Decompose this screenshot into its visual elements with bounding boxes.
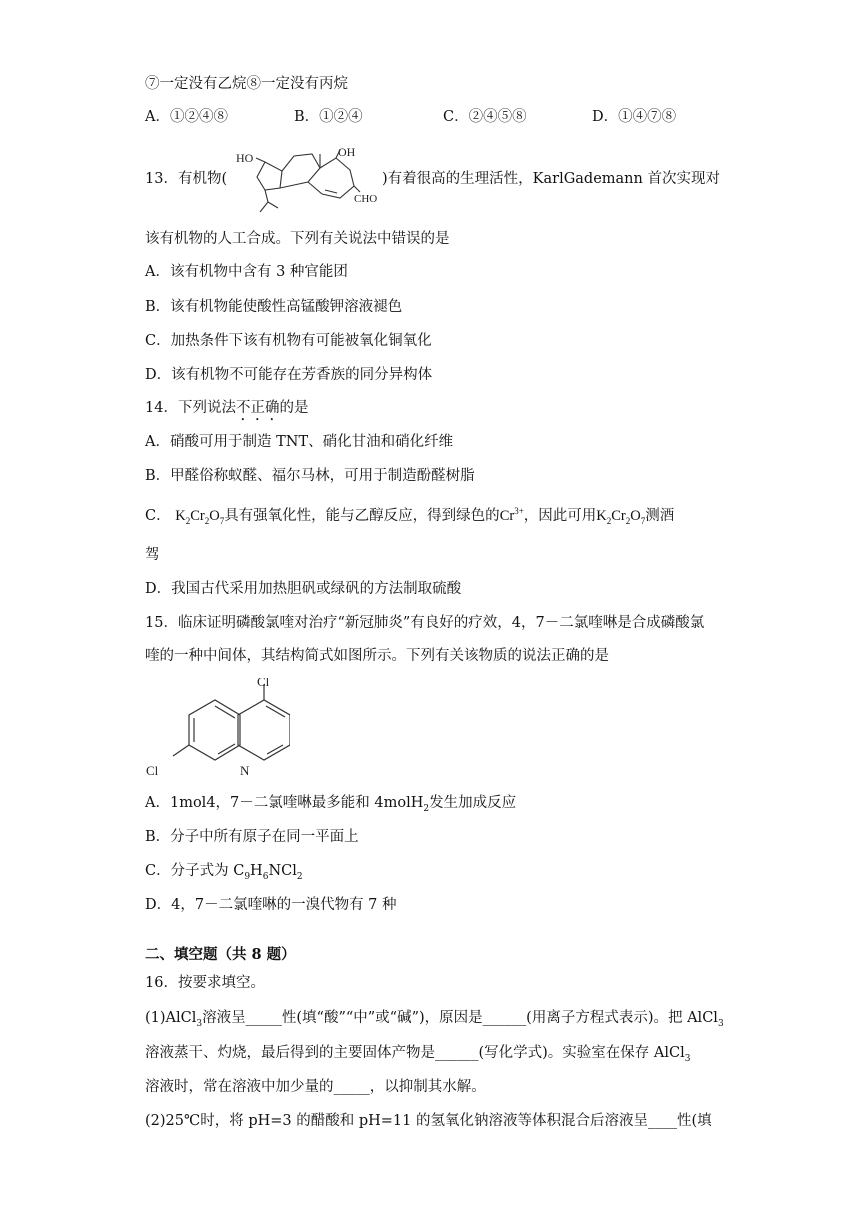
q15-option-d: D．4，7－二氯喹啉的一溴代物有 7 种 bbox=[145, 897, 397, 913]
q14-option-c-end: 测酒 bbox=[645, 508, 675, 524]
q16-part1-line3: 溶液时，常在溶液中加少量的_____，以抑制其水解。 bbox=[145, 1079, 486, 1095]
q14-option-c-mid1: 具有强氧化性，能与乙醇反应，得到绿色的 bbox=[224, 508, 500, 524]
q15-structure-image bbox=[140, 678, 290, 778]
q13-structure-image bbox=[232, 144, 382, 216]
q14-option-c-label: C． bbox=[145, 508, 171, 524]
q16-part1-line1: (1)AlCl$_3$溶液呈_____性(填“酸”“中”或“碱”)，原因是______(用离子方程式表示)。把 AlCl$_3$ bbox=[145, 1010, 724, 1029]
q14-stem-b: 的是 bbox=[279, 400, 309, 416]
q12-option-c: C．②④⑤⑧ bbox=[443, 109, 527, 125]
q13-option-d: D．该有机物不可能存在芳香族的同分异构体 bbox=[145, 367, 433, 383]
q14-option-c-mid2: ，因此可用 bbox=[523, 508, 597, 524]
q13-option-b: B．该有机物能使酸性高锰酸钾溶液褪色 bbox=[145, 299, 403, 315]
q15-stem-line2: 喹的一种中间体，其结构简式如图所示。下列有关该物质的说法正确的是 bbox=[145, 648, 609, 664]
q14-formula-1: $K_2Cr_2O_7$ bbox=[175, 508, 225, 526]
q14-stem bbox=[145, 398, 308, 424]
q14-stem-emphasis: 不正确 bbox=[235, 400, 280, 416]
q16-part2-line1: (2)25℃时，将 pH=3 的醋酸和 pH=11 的氢氧化钠溶液等体积混合后溶液呈____性(填 bbox=[145, 1113, 712, 1129]
q15-option-a: A．1mol4，7－二氯喹啉最多能和 4molH$_2$发生加成反应 bbox=[145, 795, 517, 814]
q14-formula-2: $K_2Cr_2O_7$ bbox=[596, 508, 646, 526]
q14-stem-a: 14．下列说法 bbox=[145, 400, 236, 416]
q14-option-c bbox=[145, 506, 674, 526]
q13-oh-label: OH bbox=[338, 145, 356, 159]
q12-option-a: A．①②④⑧ bbox=[145, 109, 228, 125]
q13-option-c: C．加热条件下该有机物有可能被氧化铜氧化 bbox=[145, 333, 432, 349]
q15-option-c: C．分子式为 $C_9H_6NCl_2$ bbox=[145, 863, 303, 882]
q14-option-a: A．硝酸可用于制造 TNT、硝化甘油和硝化纤维 bbox=[145, 434, 454, 450]
q13-option-a: A．该有机物中含有 3 种官能团 bbox=[145, 264, 348, 280]
q13-stem-prefix: 13．有机物( bbox=[145, 171, 228, 187]
q15-option-b: B．分子中所有原子在同一平面上 bbox=[145, 829, 359, 845]
q13-cho-label: CHO bbox=[354, 193, 378, 205]
q14-option-b: B．甲醛俗称蚁醛、福尔马林，可用于制造酚醛树脂 bbox=[145, 468, 475, 484]
q15-cl-top-label: Cl bbox=[257, 678, 270, 689]
q16-part1-line2: 溶液蒸干、灼烧，最后得到的主要固体产物是______(写化学式)。实验室在保存 AlCl$_3$ bbox=[145, 1045, 691, 1064]
q14-formula-cr-ion: $Cr^{3+}$ bbox=[499, 506, 524, 524]
q12-statement-tail: ⑦一定没有乙烷⑧一定没有丙烷 bbox=[145, 76, 348, 92]
q14-option-d: D．我国古代采用加热胆矾或绿矾的方法制取硫酸 bbox=[145, 581, 462, 597]
q13-stem-line2: 该有机物的人工合成。下列有关说法中错误的是 bbox=[145, 231, 450, 247]
q15-stem-line1: 15．临床证明磷酸氯喹对治疗“新冠肺炎”有良好的疗效，4，7－二氯喹啉是合成磷酸氯 bbox=[145, 615, 705, 631]
q14-option-c-continued: 驾 bbox=[145, 547, 160, 563]
q15-cl-left-label: Cl bbox=[146, 763, 159, 778]
q12-option-b: B．①②④ bbox=[294, 109, 363, 125]
q15-n-label: N bbox=[240, 763, 250, 778]
q12-option-d: D．①④⑦⑧ bbox=[592, 109, 677, 125]
q13-stem-suffix: )有着很高的生理活性，KarlGademann 首次实现对 bbox=[382, 171, 720, 187]
q13-ho-label: HO bbox=[236, 151, 254, 165]
q16-stem: 16．按要求填空。 bbox=[145, 975, 265, 991]
section-heading: 二、填空题（共 8 题） bbox=[145, 946, 296, 963]
